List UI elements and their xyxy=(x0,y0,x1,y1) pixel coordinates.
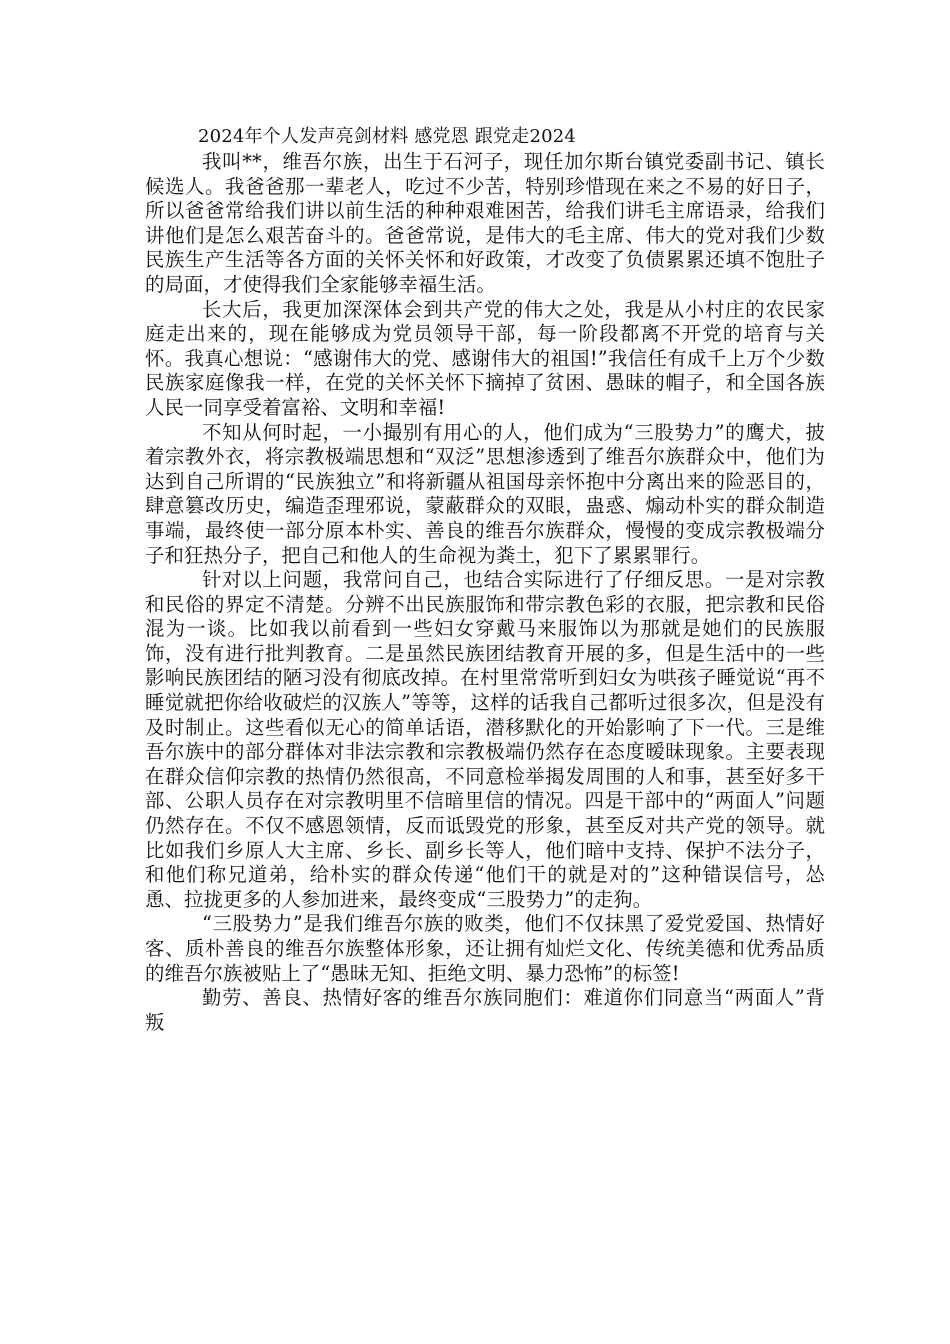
paragraph-2: 长大后，我更加深深体会到共产党的伟大之处，我是从小村庄的农民家庭走出来的，现在能够成为党员领导干部，每一阶段都离不开党的培育与关怀。我真心想说：“感谢伟大的党、感谢伟大的祖国!”我信任有成千上万个少数民族家庭像我一样，在党的关怀关怀下摘掉了贫困、愚昧的帽子，和全国各族人民一同享受着富裕、文明和幸福! xyxy=(145,297,825,419)
paragraph-6: 勤劳、善良、热情好客的维吾尔族同胞们：难道你们同意当“两面人”背叛 xyxy=(145,986,825,1034)
document-page xyxy=(145,124,825,1035)
paragraph-5: “三股势力”是我们维吾尔族的败类，他们不仅抹黑了爱党爱国、热情好客、质朴善良的维吾尔族整体形象，还让拥有灿烂文化、传统美德和优秀品质的维吾尔族被贴上了“愚昧无知、拒绝文明、暴力恐怖”的标签! xyxy=(145,912,825,985)
paragraph-4: 针对以上问题，我常问自己，也结合实际进行了仔细反思。一是对宗教和民俗的界定不清楚。分辨不出民族服饰和带宗教色彩的衣服，把宗教和民俗混为一谈。比如我以前看到一些妇女穿戴马来服饰以为那就是她们的民族服饰，没有进行批判教育。二是虽然民族团结教育开展的多，但是生活中的一些影响民族团结的陋习没有彻底改掉。在村里常常听到妇女为哄孩子睡觉说“再不睡觉就把你给收破烂的汉族人”等等，这样的话我自己都听过很多次，但是没有及时制止。这些看似无心的简单话语，潜移默化的开始影响了下一代。三是维吾尔族中的部分群体对非法宗教和宗教极端仍然存在态度暧昧现象。主要表现在群众信仰宗教的热情仍然很高，不同意检举揭发周围的人和事，甚至好多干部、公职人员存在对宗教明里不信暗里信的情况。四是干部中的“两面人”问题仍然存在。不仅不感恩领情，反而诋毁党的形象，甚至反对共产党的领导。就比如我们乡原人大主席、乡长、副乡长等人，他们暗中支持、保护不法分子，和他们称兄道弟，给朴实的群众传递“他们干的就是对的”这种错误信号，怂恿、拉拢更多的人参加进来，最终变成“三股势力”的走狗。 xyxy=(145,568,825,911)
paragraph-3: 不知从何时起，一小撮别有用心的人，他们成为“三股势力”的鹰犬，披着宗教外衣，将宗教极端思想和“双泛”思想渗透到了维吾尔族群众中，他们为达到自己所谓的“民族独立”和将新疆从祖国母亲怀抱中分离出来的险恶目的，肆意篡改历史，编造歪理邪说，蒙蔽群众的双眼，蛊惑、煽动朴实的群众制造事端，最终使一部分原本朴实、善良的维吾尔族群众，慢慢的变成宗教极端分子和狂热分子，把自己和他人的生命视为粪土，犯下了累累罪行。 xyxy=(145,420,825,567)
document-title: 2024年个人发声亮剑材料 感党恩 跟党走2024 xyxy=(198,126,577,147)
paragraph-1: 我叫**，维吾尔族，出生于石河子，现任加尔斯台镇党委副书记、镇长候选人。我爸爸那一辈老人，吃过不少苦，特别珍惜现在来之不易的好日子，所以爸爸常给我们讲以前生活的种种艰难困苦，给我们讲毛主席语录，给我们讲他们是怎么艰苦奋斗的。爸爸常说，是伟大的毛主席、伟大的党对我们少数民族生产生活等各方面的关怀关怀和好政策，才改变了负债累累还填不饱肚子的局面，才使得我们全家能够幸福生活。 xyxy=(145,150,825,296)
